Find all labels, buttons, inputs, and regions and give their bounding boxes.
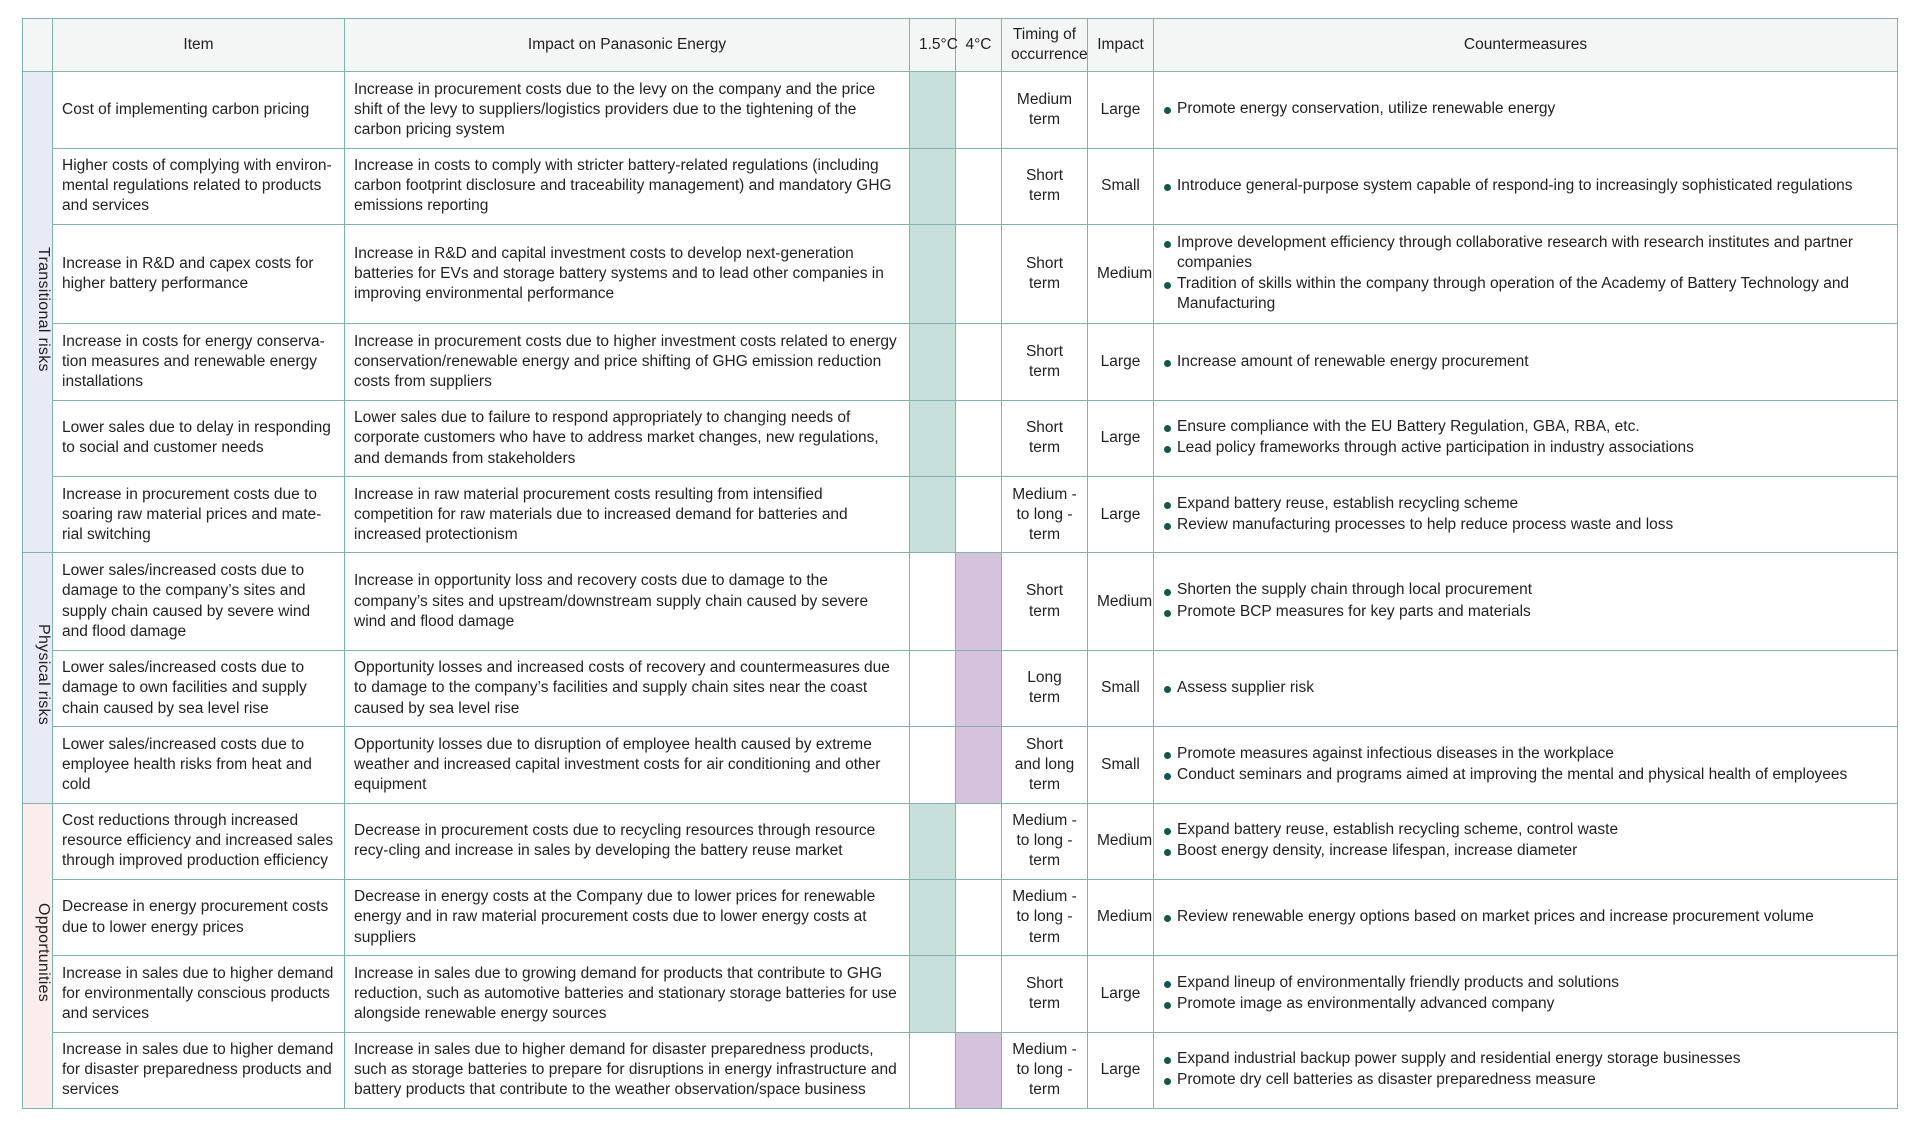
- countermeasure-item: Review manufacturing processes to help reduce process waste and loss: [1163, 515, 1888, 535]
- cell-impact-magnitude: Large: [1088, 72, 1154, 148]
- cell-timing: Short term: [1002, 225, 1088, 324]
- cell-scenario-1-5c: [910, 72, 956, 148]
- category-label-opportunities: [23, 803, 53, 1109]
- table-row: [23, 72, 1898, 148]
- cell-scenario-4c: [956, 324, 1002, 400]
- cell-item: Lower sales/increased costs due to damage to own facilities and supply chain caused by sea level rise: [53, 650, 345, 726]
- cell-impact-description: Increase in opportunity loss and recovery costs due to damage to the company’s sites and upstream/downstream supply chain caused by severe wind and flood damage: [345, 553, 910, 650]
- cell-scenario-1-5c: [910, 727, 956, 803]
- cell-impact-description: Increase in R&D and capital investment costs to develop next-generation batteries for EVs and storage battery systems and to lead other companies in improving environmental performance: [345, 225, 910, 324]
- cell-impact-magnitude: Medium: [1088, 225, 1154, 324]
- table-row: [23, 148, 1898, 224]
- cell-scenario-4c: [956, 477, 1002, 553]
- cell-scenario-4c: [956, 553, 1002, 650]
- cell-impact-description: Increase in raw material procurement costs resulting from intensified competition for raw materials due to increased demand for batteries and increased protectionism: [345, 477, 910, 553]
- countermeasure-item: Conduct seminars and programs aimed at improving the mental and physical health of employees: [1163, 765, 1888, 785]
- cell-scenario-4c: [956, 148, 1002, 224]
- cell-countermeasures: [1154, 879, 1898, 955]
- header-countermeasures: Countermeasures: [1154, 19, 1898, 72]
- cell-timing: Medium - to long - term: [1002, 879, 1088, 955]
- cell-impact-magnitude: Medium: [1088, 553, 1154, 650]
- countermeasure-item: Promote energy conservation, utilize renewable energy: [1163, 99, 1888, 119]
- countermeasure-item: Promote measures against infectious diseases in the workplace: [1163, 744, 1888, 764]
- table-row: [23, 727, 1898, 803]
- table-row: [23, 553, 1898, 650]
- countermeasure-list: [1163, 176, 1888, 196]
- cell-impact-description: Opportunity losses due to disruption of employee health caused by extreme weather and increased capital investment costs for air conditioning and other equipment: [345, 727, 910, 803]
- countermeasure-item: Promote BCP measures for key parts and materials: [1163, 602, 1888, 622]
- countermeasure-item: Boost energy density, increase lifespan, increase diameter: [1163, 841, 1888, 861]
- cell-scenario-4c: [956, 400, 1002, 476]
- countermeasure-list: [1163, 580, 1888, 621]
- cell-impact-magnitude: Large: [1088, 400, 1154, 476]
- cell-impact-description: Increase in procurement costs due to the levy on the company and the price shift of the levy to suppliers/logistics providers due to the tightening of the carbon pricing system: [345, 72, 910, 148]
- cell-timing: Medium term: [1002, 72, 1088, 148]
- countermeasure-item: Expand battery reuse, establish recycling scheme: [1163, 494, 1888, 514]
- countermeasure-item: Increase amount of renewable energy procurement: [1163, 352, 1888, 372]
- cell-item: Increase in costs for energy conserva-tion measures and renewable energy installations: [53, 324, 345, 400]
- cell-scenario-1-5c: [910, 477, 956, 553]
- cell-scenario-4c: [956, 225, 1002, 324]
- cell-timing: Short term: [1002, 148, 1088, 224]
- table-row: [23, 477, 1898, 553]
- cell-scenario-1-5c: [910, 879, 956, 955]
- countermeasure-list: [1163, 973, 1888, 1014]
- cell-countermeasures: [1154, 148, 1898, 224]
- table-row: [23, 1032, 1898, 1108]
- table-row: [23, 225, 1898, 324]
- countermeasure-item: Ensure compliance with the EU Battery Regulation, GBA, RBA, etc.: [1163, 417, 1888, 437]
- cell-timing: Medium - to long - term: [1002, 803, 1088, 879]
- cell-impact-magnitude: Small: [1088, 148, 1154, 224]
- table-row: [23, 956, 1898, 1032]
- table-header: [23, 19, 1898, 72]
- climate-risk-table: [22, 18, 1898, 1109]
- cell-scenario-1-5c: [910, 225, 956, 324]
- cell-countermeasures: [1154, 225, 1898, 324]
- cell-timing: Short and long term: [1002, 727, 1088, 803]
- countermeasure-list: [1163, 744, 1888, 785]
- cell-item: Lower sales due to delay in responding to social and customer needs: [53, 400, 345, 476]
- cell-countermeasures: [1154, 727, 1898, 803]
- cell-item: Increase in R&D and capex costs for higher battery performance: [53, 225, 345, 324]
- cell-impact-magnitude: Small: [1088, 727, 1154, 803]
- countermeasure-item: Shorten the supply chain through local procurement: [1163, 580, 1888, 600]
- cell-scenario-4c: [956, 727, 1002, 803]
- header-category-spacer: [23, 19, 53, 72]
- countermeasure-item: Improve development efficiency through collaborative research with research institutes and partner companies: [1163, 233, 1888, 273]
- cell-countermeasures: [1154, 477, 1898, 553]
- cell-impact-magnitude: Large: [1088, 324, 1154, 400]
- cell-impact-description: Increase in sales due to higher demand for disaster preparedness products, such as storage batteries to prepare for disruptions in energy infrastructure and battery products that contribute to the weather observation/space business: [345, 1032, 910, 1108]
- cell-timing: Short term: [1002, 400, 1088, 476]
- cell-scenario-1-5c: [910, 1032, 956, 1108]
- table-body: [23, 72, 1898, 1109]
- cell-timing: Short term: [1002, 553, 1088, 650]
- cell-timing: Medium - to long - term: [1002, 1032, 1088, 1108]
- cell-scenario-1-5c: [910, 803, 956, 879]
- countermeasure-item: Promote dry cell batteries as disaster preparedness measure: [1163, 1070, 1888, 1090]
- cell-scenario-1-5c: [910, 148, 956, 224]
- cell-countermeasures: [1154, 400, 1898, 476]
- cell-item: Increase in procurement costs due to soaring raw material prices and mate-rial switching: [53, 477, 345, 553]
- header-row: [23, 19, 1898, 72]
- header-item: Item: [53, 19, 345, 72]
- cell-timing: Short term: [1002, 956, 1088, 1032]
- header-scenario-4c: 4°C: [956, 19, 1002, 72]
- category-label-transitional-risks: [23, 72, 53, 553]
- cell-countermeasures: [1154, 72, 1898, 148]
- countermeasure-list: [1163, 417, 1888, 458]
- countermeasure-item: Promote image as environmentally advanced company: [1163, 994, 1888, 1014]
- countermeasure-list: [1163, 494, 1888, 535]
- cell-impact-magnitude: Large: [1088, 1032, 1154, 1108]
- cell-item: Higher costs of complying with environ-mental regulations related to products and services: [53, 148, 345, 224]
- countermeasure-item: Expand battery reuse, establish recycling scheme, control waste: [1163, 820, 1888, 840]
- countermeasure-list: [1163, 352, 1888, 372]
- cell-impact-magnitude: Large: [1088, 956, 1154, 1032]
- cell-scenario-1-5c: [910, 324, 956, 400]
- cell-scenario-1-5c: [910, 650, 956, 726]
- countermeasure-list: [1163, 1049, 1888, 1090]
- header-scenario-1-5c: 1.5°C: [910, 19, 956, 72]
- countermeasure-list: [1163, 820, 1888, 861]
- cell-item: Cost reductions through increased resource efficiency and increased sales through improved production efficiency: [53, 803, 345, 879]
- cell-impact-description: Decrease in energy costs at the Company due to lower prices for renewable energy and in raw material procurement costs due to lower energy costs at suppliers: [345, 879, 910, 955]
- cell-timing: Short term: [1002, 324, 1088, 400]
- cell-scenario-1-5c: [910, 553, 956, 650]
- countermeasure-list: [1163, 678, 1888, 698]
- category-label-text: Physical risks: [34, 624, 52, 726]
- table-row: [23, 650, 1898, 726]
- header-impact: Impact: [1088, 19, 1154, 72]
- header-impact-on-company: Impact on Panasonic Energy: [345, 19, 910, 72]
- table-row: [23, 324, 1898, 400]
- countermeasure-item: Tradition of skills within the company through operation of the Academy of Battery Technology and Manufacturing: [1163, 274, 1888, 314]
- cell-impact-magnitude: Medium: [1088, 879, 1154, 955]
- cell-scenario-4c: [956, 803, 1002, 879]
- cell-countermeasures: [1154, 956, 1898, 1032]
- cell-impact-magnitude: Large: [1088, 477, 1154, 553]
- cell-scenario-4c: [956, 879, 1002, 955]
- cell-scenario-1-5c: [910, 400, 956, 476]
- table-row: [23, 400, 1898, 476]
- category-label-text: Opportunities: [34, 903, 52, 1003]
- category-label-physical-risks: [23, 553, 53, 803]
- cell-timing: Long term: [1002, 650, 1088, 726]
- cell-item: Lower sales/increased costs due to damage to the company’s sites and supply chain caused by severe wind and flood damage: [53, 553, 345, 650]
- cell-scenario-4c: [956, 650, 1002, 726]
- cell-item: Decrease in energy procurement costs due to lower energy prices: [53, 879, 345, 955]
- countermeasure-item: Expand lineup of environmentally friendly products and solutions: [1163, 973, 1888, 993]
- countermeasure-item: Assess supplier risk: [1163, 678, 1888, 698]
- category-label-text: Transitional risks: [34, 246, 52, 372]
- cell-countermeasures: [1154, 803, 1898, 879]
- cell-countermeasures: [1154, 650, 1898, 726]
- cell-impact-magnitude: Medium: [1088, 803, 1154, 879]
- countermeasure-list: [1163, 233, 1888, 315]
- countermeasure-item: Lead policy frameworks through active participation in industry associations: [1163, 438, 1888, 458]
- header-timing-of-occurrence: Timing of occurrence: [1002, 19, 1088, 72]
- cell-countermeasures: [1154, 324, 1898, 400]
- cell-impact-description: Increase in sales due to growing demand for products that contribute to GHG reduction, such as automotive batteries and stationary storage batteries for use alongside renewable energy sources: [345, 956, 910, 1032]
- cell-scenario-1-5c: [910, 956, 956, 1032]
- cell-impact-description: Opportunity losses and increased costs of recovery and countermeasures due to damage to the company’s facilities and supply chain sites near the coast caused by sea level rise: [345, 650, 910, 726]
- countermeasure-item: Review renewable energy options based on market prices and increase procurement volume: [1163, 907, 1888, 927]
- cell-item: Increase in sales due to higher demand for disaster preparedness products and services: [53, 1032, 345, 1108]
- cell-countermeasures: [1154, 553, 1898, 650]
- cell-item: Increase in sales due to higher demand for environmentally conscious products and services: [53, 956, 345, 1032]
- cell-impact-description: Lower sales due to failure to respond appropriately to changing needs of corporate customers who have to address market changes, new regulations, and demands from stakeholders: [345, 400, 910, 476]
- cell-scenario-4c: [956, 72, 1002, 148]
- cell-impact-description: Decrease in procurement costs due to recycling resources through resource recy-cling and increase in sales by developing the battery reuse market: [345, 803, 910, 879]
- countermeasure-list: [1163, 99, 1888, 119]
- cell-impact-description: Increase in procurement costs due to higher investment costs related to energy conservation/renewable energy and price shifting of GHG emission reduction costs from suppliers: [345, 324, 910, 400]
- cell-countermeasures: [1154, 1032, 1898, 1108]
- cell-impact-description: Increase in costs to comply with stricter battery-related regulations (including carbon footprint disclosure and traceability management) and mandatory GHG emissions reporting: [345, 148, 910, 224]
- cell-item: Lower sales/increased costs due to employee health risks from heat and cold: [53, 727, 345, 803]
- countermeasure-item: Introduce general-purpose system capable of respond-ing to increasingly sophisticated regulations: [1163, 176, 1888, 196]
- cell-scenario-4c: [956, 1032, 1002, 1108]
- table-row: [23, 879, 1898, 955]
- cell-item: Cost of implementing carbon pricing: [53, 72, 345, 148]
- table-row: [23, 803, 1898, 879]
- cell-scenario-4c: [956, 956, 1002, 1032]
- countermeasure-list: [1163, 907, 1888, 927]
- cell-timing: Medium - to long - term: [1002, 477, 1088, 553]
- cell-impact-magnitude: Small: [1088, 650, 1154, 726]
- countermeasure-item: Expand industrial backup power supply and residential energy storage businesses: [1163, 1049, 1888, 1069]
